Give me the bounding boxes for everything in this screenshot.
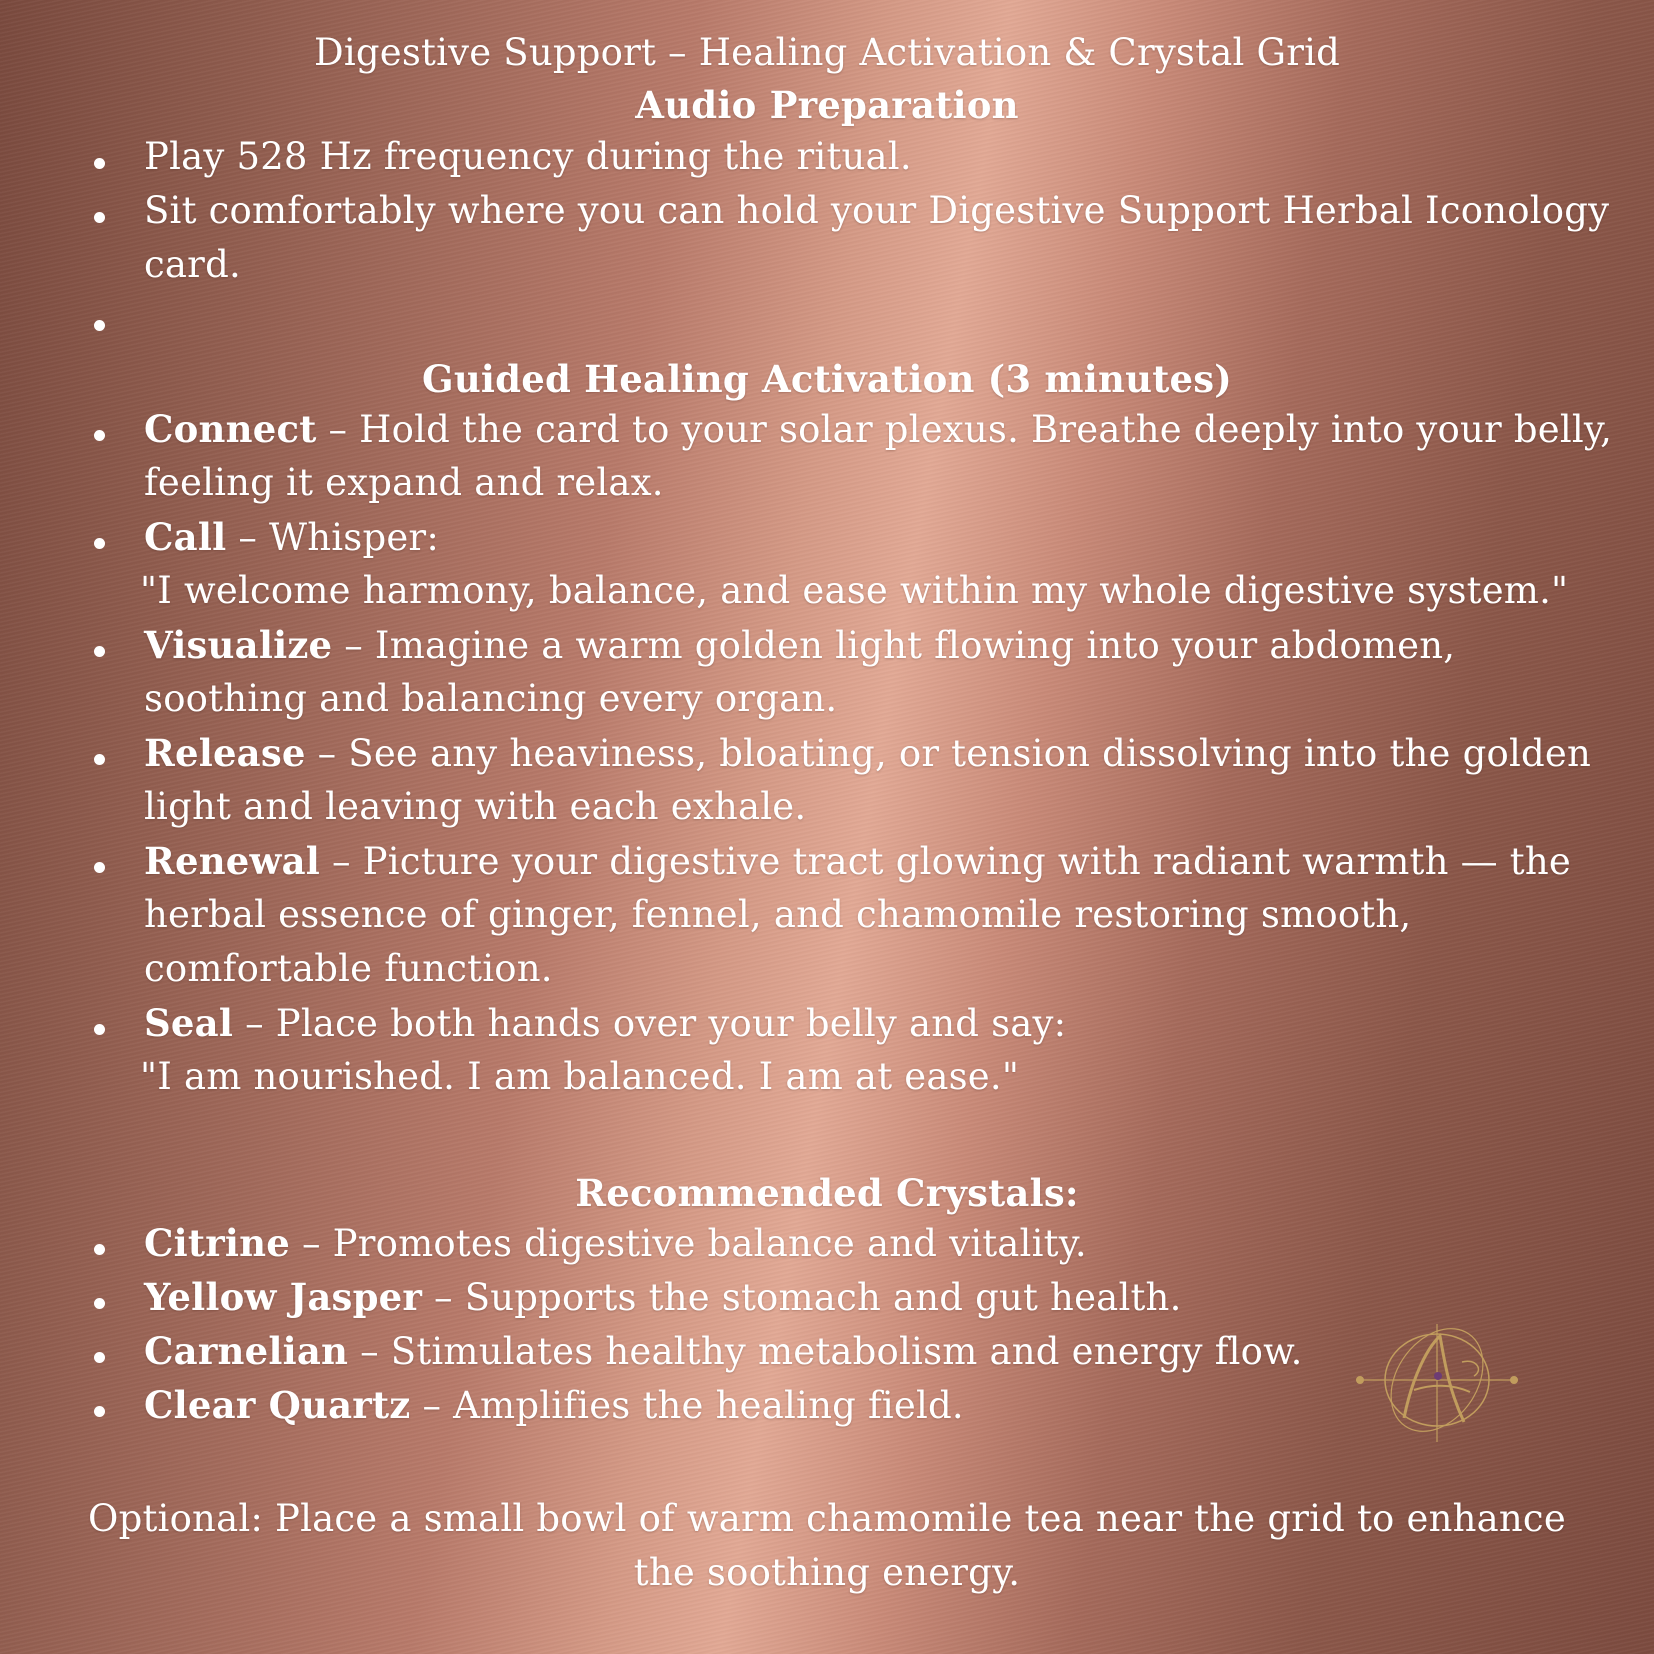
bullet-dot-icon (92, 156, 108, 172)
bullet-dot-icon (92, 318, 108, 334)
bullet-dot-icon (92, 1350, 108, 1366)
activation-step-renewal (144, 834, 1571, 889)
bullet-dot-icon (92, 752, 108, 768)
optional-note-line1: Optional: Place a small bowl of warm chamomile tea near the grid to enhance (88, 1497, 1566, 1540)
page-title: Digestive Support – Healing Activation & Crystal Grid (313, 31, 1341, 74)
step-text-continuation: soothing and balancing every organ. (144, 677, 838, 720)
crystal-name: Citrine (144, 1221, 290, 1265)
step-term: Visualize (144, 623, 333, 667)
step-quote: "I welcome harmony, balance, and ease within my whole digestive system." (140, 569, 1569, 612)
activation-heading: Guided Healing Activation (3 minutes) (422, 357, 1232, 401)
step-text: – Hold the card to your solar plexus. Breathe deeply into your belly, (328, 408, 1613, 451)
bullet-dot-icon (92, 1296, 108, 1312)
step-text: – Whisper: (238, 516, 439, 559)
crystal-item-yellow-jasper (144, 1270, 1182, 1325)
step-text: – Place both hands over your belly and say: (245, 1002, 1067, 1045)
activation-step-call (144, 510, 439, 565)
crystal-name: Clear Quartz (144, 1383, 411, 1427)
step-text-continuation: light and leaving with each exhale. (144, 785, 807, 828)
step-term: Call (144, 515, 227, 559)
step-text: – Imagine a warm golden light flowing into your abdomen, (344, 624, 1456, 667)
step-quote: "I am nourished. I am balanced. I am at ease." (140, 1055, 1020, 1098)
bullet-dot-icon (92, 1242, 108, 1258)
bullet-dot-icon (92, 536, 108, 552)
step-text: – See any heaviness, bloating, or tension dissolving into the golden (317, 732, 1592, 775)
gold-monogram-logo-icon (1352, 1318, 1522, 1448)
step-text: – Picture your digestive tract glowing with radiant warmth — the (331, 840, 1571, 883)
audio-item: Play 528 Hz frequency during the ritual. (144, 135, 912, 178)
bullet-dot-icon (92, 1022, 108, 1038)
step-text-continuation: herbal essence of ginger, fennel, and chamomile restoring smooth, (144, 893, 1412, 936)
step-text-continuation: comfortable function. (144, 947, 553, 990)
bullet-dot-icon (92, 428, 108, 444)
crystal-desc: – Promotes digestive balance and vitality. (301, 1222, 1087, 1265)
crystal-desc: – Supports the stomach and gut health. (434, 1276, 1182, 1319)
audio-item-continuation: card. (144, 243, 241, 286)
bullet-dot-icon (92, 1404, 108, 1420)
crystal-item-clear-quartz (144, 1378, 964, 1433)
audio-heading: Audio Preparation (635, 83, 1019, 127)
crystal-name: Carnelian (144, 1329, 349, 1373)
step-term: Renewal (144, 839, 321, 883)
bullet-dot-icon (92, 644, 108, 660)
crystals-heading: Recommended Crystals: (575, 1171, 1079, 1215)
bullet-dot-icon (92, 860, 108, 876)
step-term: Connect (144, 407, 317, 451)
activation-step-visualize (144, 618, 1455, 673)
crystal-desc: – Amplifies the healing field. (422, 1384, 964, 1427)
crystal-name: Yellow Jasper (144, 1275, 423, 1319)
step-term: Release (144, 731, 306, 775)
activation-step-release (144, 726, 1591, 781)
crystal-item-carnelian (144, 1324, 1303, 1379)
bullet-dot-icon (92, 210, 108, 226)
crystal-item-citrine (144, 1216, 1087, 1271)
activation-step-seal (144, 996, 1066, 1051)
crystal-desc: – Stimulates healthy metabolism and energy flow. (360, 1330, 1303, 1373)
optional-note-line2: the soothing energy. (633, 1551, 1021, 1594)
audio-item: Sit comfortably where you can hold your Digestive Support Herbal Iconology (144, 189, 1610, 232)
step-text-continuation: feeling it expand and relax. (144, 461, 664, 504)
step-term: Seal (144, 1001, 234, 1045)
activation-step-connect (144, 402, 1612, 457)
